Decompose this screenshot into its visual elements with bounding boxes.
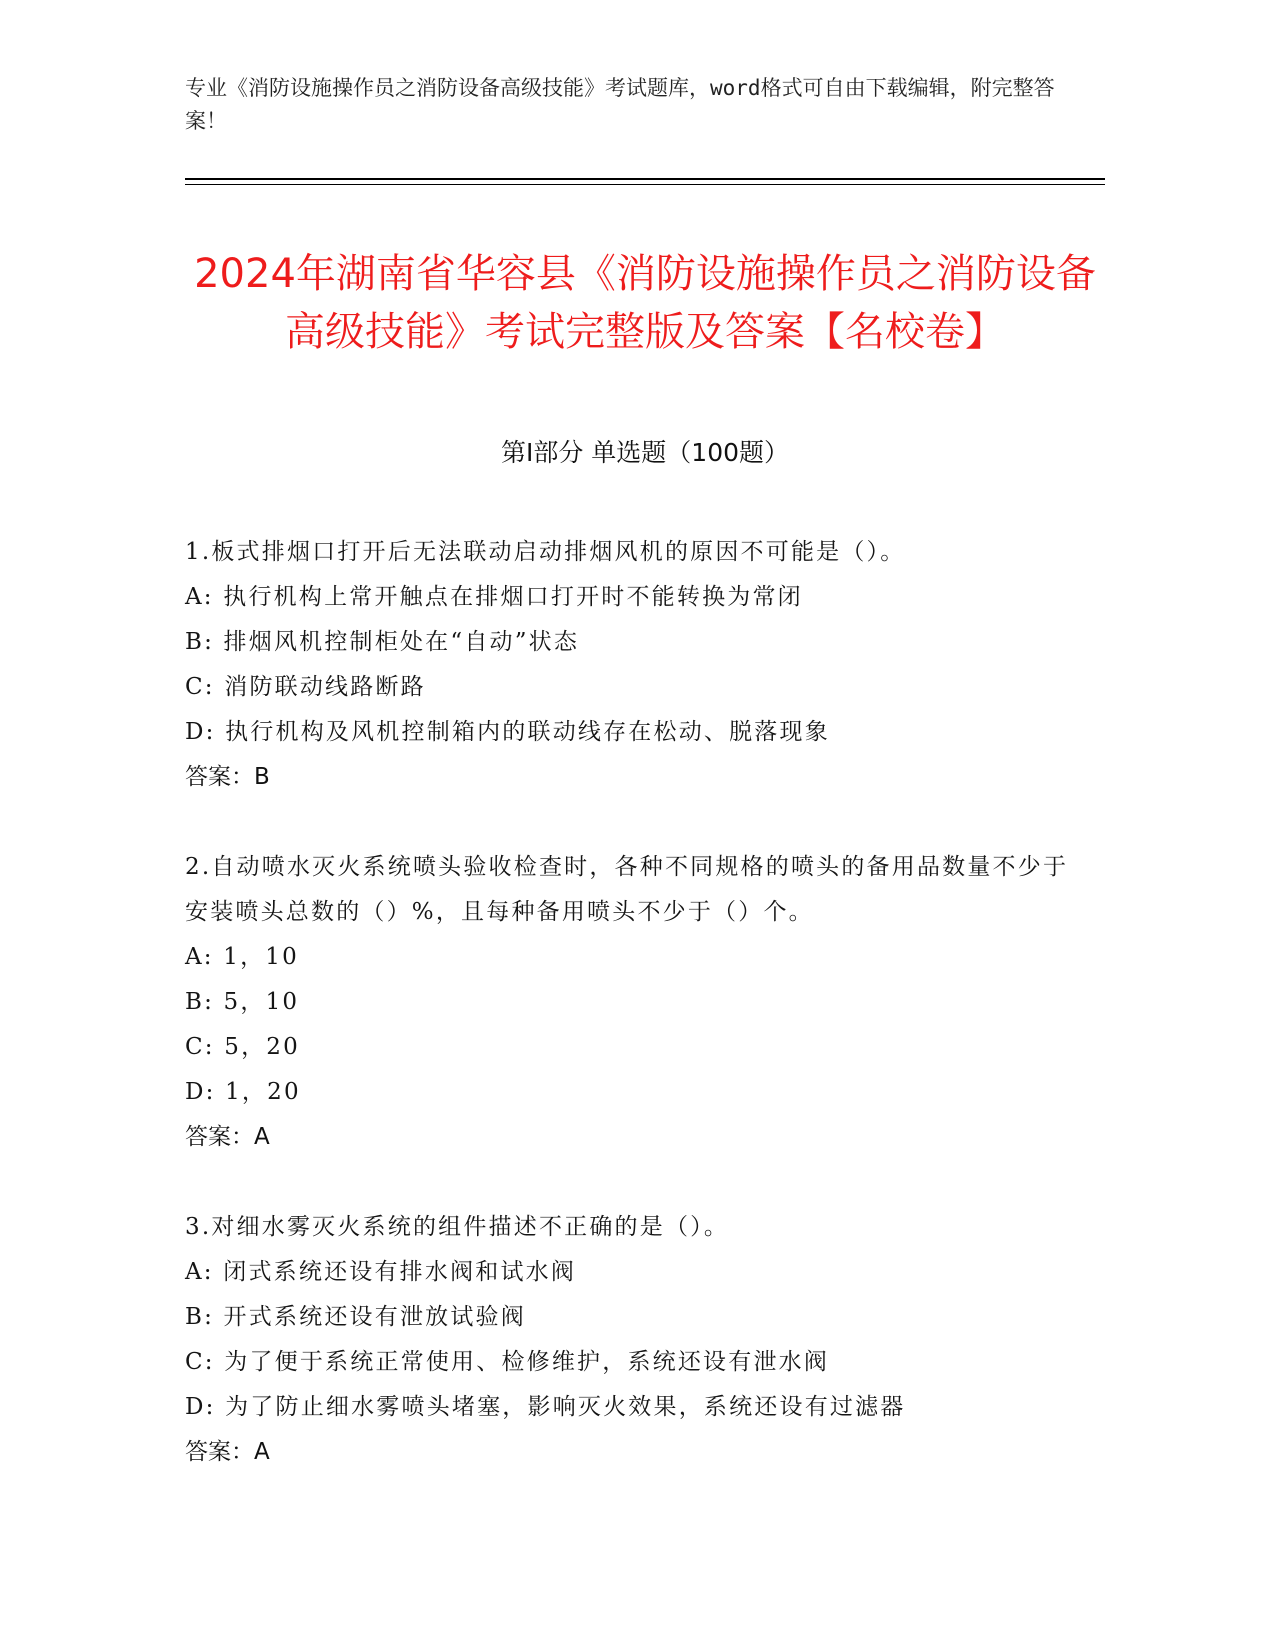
answer: 答案：A bbox=[185, 1124, 270, 1150]
header-divider-thick bbox=[185, 178, 1105, 180]
section-heading: 第I部分 单选题（100题） bbox=[500, 438, 790, 467]
question-stem: 2.自动喷水灭火系统喷头验收检查时，各种不同规格的喷头的备用品数量不少于安装喷头总数的（）%，且每种备用喷头不少于（）个。 bbox=[185, 854, 1069, 925]
option-d: D: 执行机构及风机控制箱内的联动线存在松动、脱落现象 bbox=[185, 719, 830, 745]
question-1 bbox=[185, 530, 1085, 800]
option-d: D: 为了防止细水雾喷头堵塞，影响灭火效果，系统还设有过滤器 bbox=[185, 1394, 906, 1420]
question-list bbox=[185, 530, 1085, 1520]
question-stem: 3.对细水雾灭火系统的组件描述不正确的是（）。 bbox=[185, 1214, 730, 1240]
header-divider-thin bbox=[185, 184, 1105, 185]
document-title: 2024年湖南省华容县《消防设施操作员之消防设备高级技能》考试完整版及答案【名校卷】 bbox=[194, 250, 1096, 355]
option-c: C: 5，20 bbox=[185, 1034, 300, 1060]
option-d: D: 1，20 bbox=[185, 1079, 301, 1105]
question-stem: 1.板式排烟口打开后无法联动启动排烟风机的原因不可能是（）。 bbox=[185, 539, 906, 565]
header-note: 专业《消防设施操作员之消防设备高级技能》考试题库，word格式可自由下载编辑，附完整答案！ bbox=[185, 76, 1055, 133]
question-3 bbox=[185, 1205, 1085, 1475]
option-c: C: 为了便于系统正常使用、检修维护，系统还设有泄水阀 bbox=[185, 1349, 830, 1375]
answer: 答案：B bbox=[185, 764, 270, 790]
option-a: A: 闭式系统还设有排水阀和试水阀 bbox=[185, 1259, 577, 1285]
option-b: B: 开式系统还设有泄放试验阀 bbox=[185, 1304, 526, 1330]
question-2 bbox=[185, 845, 1085, 1160]
option-a: A: 执行机构上常开触点在排烟口打开时不能转换为常闭 bbox=[185, 584, 803, 610]
option-b: B: 排烟风机控制柜处在“自动”状态 bbox=[185, 629, 580, 655]
option-c: C: 消防联动线路断路 bbox=[185, 674, 426, 700]
option-a: A: 1，10 bbox=[185, 944, 299, 970]
answer: 答案：A bbox=[185, 1439, 270, 1465]
option-b: B: 5，10 bbox=[185, 989, 300, 1015]
